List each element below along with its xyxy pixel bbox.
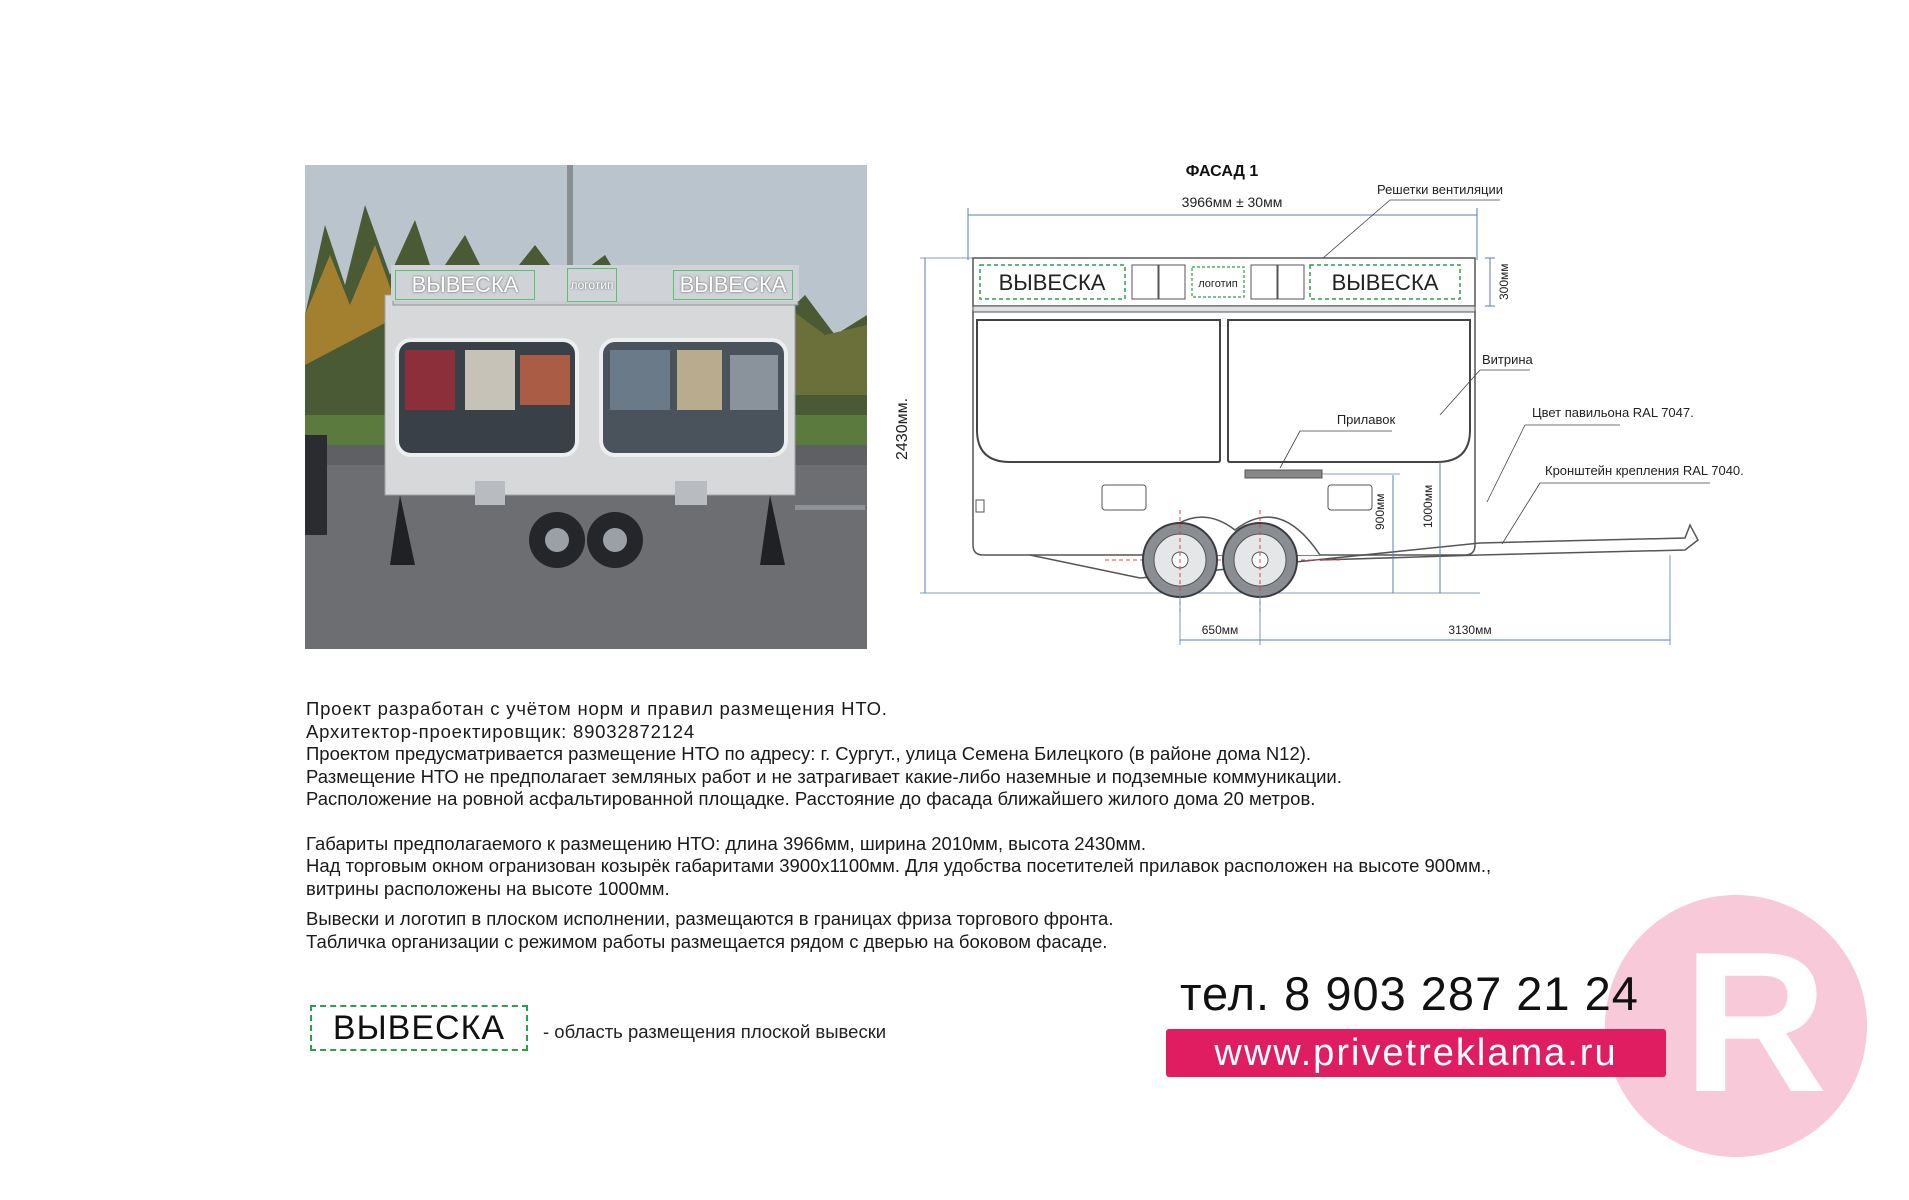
vitrina-label: Витрина: [1482, 352, 1533, 367]
bracket-label: Кронштейн крепления RAL 7040.: [1545, 463, 1744, 478]
drawing-sign-right: ВЫВЕСКА: [1331, 270, 1439, 295]
drawing-logo-label: логотип: [1198, 278, 1238, 290]
project-description: [306, 698, 1606, 953]
photo-logo-area: логотип: [567, 268, 617, 302]
vent-label: Решетки вентиляции: [1376, 182, 1504, 197]
brand-logo: [1605, 895, 1867, 1157]
desc-line-1: Проект разработан с учётом норм и правил размещения НТО.: [306, 698, 888, 719]
height-dimension: 2430мм.: [894, 397, 911, 460]
axle-dimension: 650мм: [1201, 623, 1239, 637]
photo-sign-right: ВЫВЕСКА: [673, 270, 793, 300]
desc-line-2: Архитектор-проектировщик: 89032872124: [306, 720, 695, 742]
desc-line-6: Габариты предполагаемого к размещению НТО: длина 3966мм, ширина 2010мм, высота 2430мм.: [306, 832, 1147, 854]
desc-line-10: Табличка организации с режимом работы размещается рядом с дверью на боковом фасаде.: [306, 930, 1108, 952]
desc-line-8: витрины расположены на высоте 1000мм.: [306, 877, 670, 899]
website-link[interactable]: www.privetreklama.ru: [1166, 1029, 1666, 1077]
counter-label: Прилавок: [1336, 412, 1396, 427]
color-label: Цвет павильона RAL 7047.: [1532, 405, 1694, 420]
desc-line-4: Размещение НТО не предполагает земляных работ и не затрагивает какие-либо наземные и подземные коммуникации.: [306, 765, 1342, 787]
desc-line-5: Расположение на ровной асфальтированной площадке. Расстояние до фасада ближайшего жилого дома 20 метров.: [306, 788, 1316, 809]
drawing-sign-left: ВЫВЕСКА: [998, 270, 1106, 295]
desc-line-3: Проектом предусматривается размещение НТО по адресу: г. Сургут., улица Семена Билецкого (в районе дома N12).: [306, 743, 1312, 764]
photo-sign-left: ВЫВЕСКА: [395, 270, 535, 300]
contact-phone[interactable]: тел. 8 903 287 21 24: [1180, 967, 1639, 1020]
facade-title: ФАСАД 1: [1185, 163, 1259, 180]
vitrina-height-dimension: 1000мм: [1421, 484, 1435, 528]
kiosk-photo: [305, 165, 867, 649]
legend-sign-sample: ВЫВЕСКА: [310, 1005, 528, 1051]
sign-height-dimension: 300мм: [1497, 263, 1511, 300]
legend-description: - область размещения плоской вывески: [543, 1021, 887, 1042]
brand-logo-letter: R: [1683, 911, 1828, 1134]
tongue-dimension: 3130мм: [1448, 623, 1492, 637]
desc-line-7: Над торговым окном огранизован козырёк габаритами 3900х1100мм. Для удобства посетителей прилавок расположен на высоте 900мм.,: [306, 855, 1492, 876]
facade-drawing: [880, 150, 1780, 670]
width-dimension: 3966мм ± 30мм: [1181, 194, 1283, 210]
counter-height-dimension: 900мм: [1373, 493, 1387, 530]
desc-line-9: Вывески и логотип в плоском исполнении, размещаются в границах фриза торгового фронта.: [306, 908, 1114, 929]
